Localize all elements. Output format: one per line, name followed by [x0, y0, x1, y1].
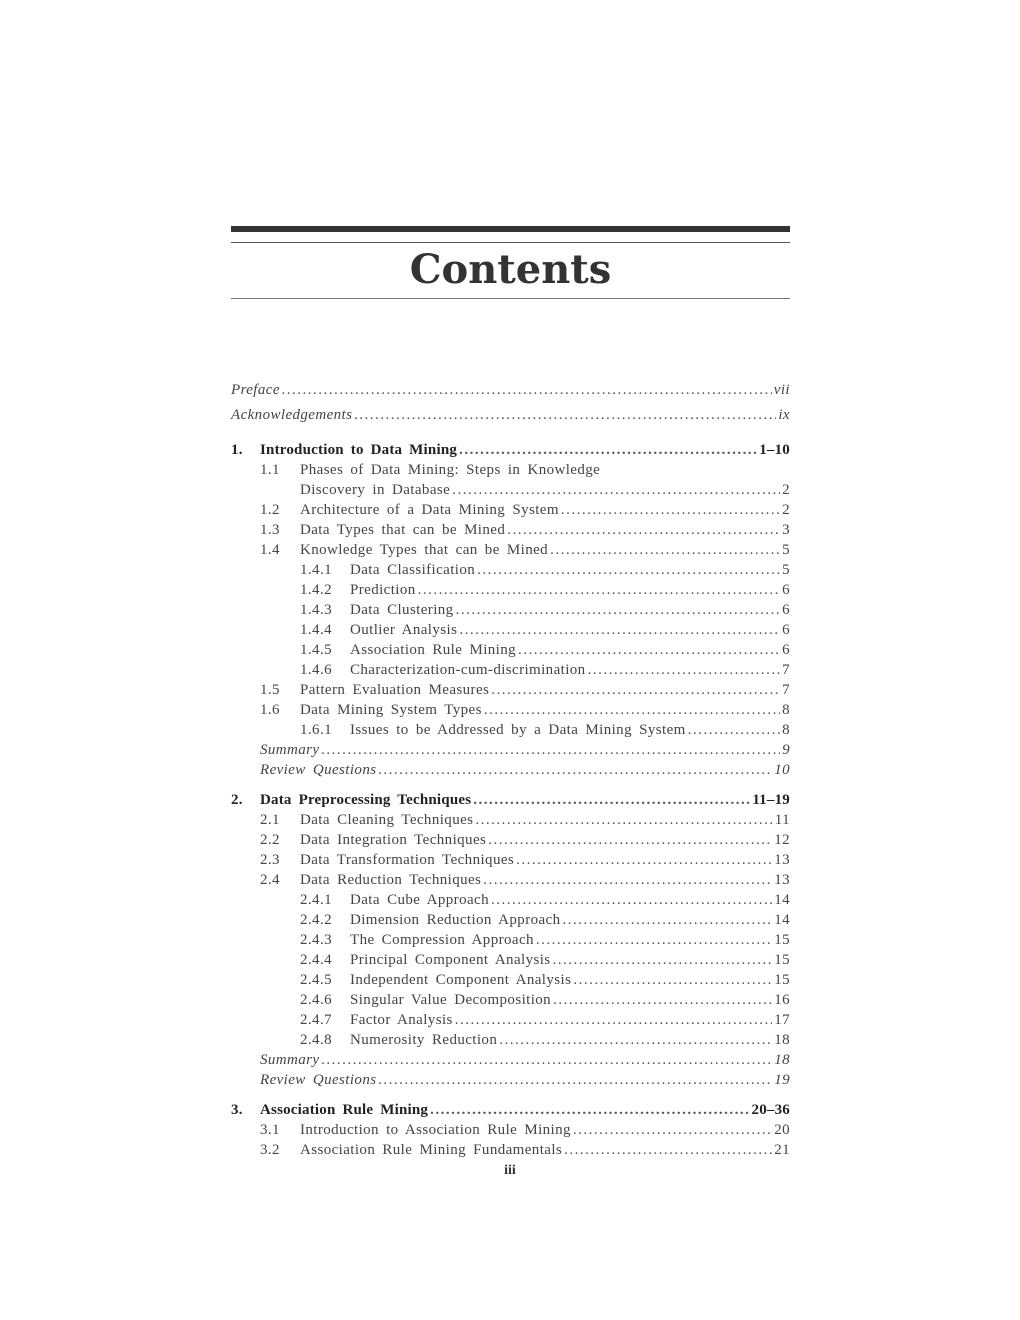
leader-dots [518, 640, 780, 660]
toc-entry[interactable] [231, 460, 790, 480]
toc-entry-page: 11 [774, 812, 790, 828]
toc-entry-title: Data Integration Techniques [300, 832, 487, 848]
toc-entry-title: Association Rule Mining Fundamentals [300, 1142, 563, 1158]
toc-entry[interactable] [231, 1050, 790, 1070]
toc-entry-title: Numerosity Reduction [350, 1032, 498, 1048]
toc-entry-number: 2.4.1 [300, 892, 332, 908]
toc-entry-number: 2.4.5 [300, 972, 332, 988]
top-rule-thick [231, 226, 790, 232]
toc-entry[interactable] [231, 740, 790, 760]
leader-dots [473, 790, 750, 810]
toc-entry[interactable] [231, 990, 790, 1010]
toc-entry-page: 14 [774, 912, 790, 928]
leader-dots [553, 990, 772, 1010]
toc-entry-title: Review Questions [260, 762, 377, 778]
leader-dots [456, 600, 781, 620]
toc-entry[interactable] [231, 1070, 790, 1090]
toc-entry-page: 6 [782, 622, 790, 638]
leader-dots [459, 440, 757, 460]
toc-entry-number: 1.4.5 [300, 642, 332, 658]
toc-entry-page: 20–36 [751, 1102, 790, 1118]
toc-entry-title: Data Reduction Techniques [300, 872, 482, 888]
toc-entry-title: Dimension Reduction Approach [350, 912, 561, 928]
toc-entry[interactable] [231, 930, 790, 950]
leader-dots [564, 1140, 772, 1160]
toc-entry[interactable] [231, 1100, 790, 1120]
toc-entry[interactable] [231, 380, 790, 400]
leader-dots [430, 1100, 749, 1120]
toc-entry[interactable] [231, 1140, 790, 1160]
toc-entry-page: 7 [782, 682, 790, 698]
toc-entry[interactable] [231, 500, 790, 520]
toc-entry-page: 21 [774, 1142, 790, 1158]
toc-entry-number: 1.2 [260, 502, 280, 518]
toc-entry-number: 2.4.6 [300, 992, 332, 1008]
toc-entry-page: 2 [782, 482, 790, 498]
toc-entry-number: 2.1 [260, 812, 280, 828]
toc-entry-number: 1.4.2 [300, 582, 332, 598]
toc-entry-number: 3. [231, 1102, 243, 1118]
leader-dots [688, 720, 780, 740]
toc-entry-number: 2.4.3 [300, 932, 332, 948]
toc-entry[interactable] [231, 540, 790, 560]
toc-entry[interactable] [231, 910, 790, 930]
toc-entry-number: 1.3 [260, 522, 280, 538]
toc-entry[interactable] [231, 1030, 790, 1050]
leader-dots [499, 1030, 772, 1050]
leader-dots [507, 520, 780, 540]
toc-entry[interactable] [231, 760, 790, 780]
toc-entry-page: 14 [774, 892, 790, 908]
leader-dots [561, 500, 780, 520]
toc-entry-title: Introduction to Data Mining [260, 442, 458, 458]
toc-entry-number: 2.4.7 [300, 1012, 332, 1028]
toc-entry-title: Data Classification [350, 562, 476, 578]
toc-entry-page: 13 [774, 872, 790, 888]
toc-entry-title: Association Rule Mining [260, 1102, 429, 1118]
toc-entry-number: 1.4.3 [300, 602, 332, 618]
toc-entry-number: 3.2 [260, 1142, 280, 1158]
toc-entry-page: 6 [782, 582, 790, 598]
leader-dots [573, 970, 772, 990]
toc-entry-number: 1.4.1 [300, 562, 332, 578]
toc-entry[interactable] [231, 660, 790, 680]
toc-entry-title: Prediction [350, 582, 416, 598]
toc-entry-page: 9 [782, 742, 790, 758]
toc-entry[interactable] [231, 640, 790, 660]
toc-entry-title: Pattern Evaluation Measures [300, 682, 490, 698]
toc-entry-title: Data Mining System Types [300, 702, 482, 718]
toc-entry-number: 1.6.1 [300, 722, 332, 738]
toc-entry[interactable] [231, 870, 790, 890]
page-number: iii [504, 1163, 516, 1178]
toc-entry[interactable] [231, 720, 790, 740]
toc-entry-page: 17 [774, 1012, 790, 1028]
toc-entry[interactable] [231, 580, 790, 600]
toc-entry[interactable] [231, 440, 790, 460]
leader-dots [488, 830, 772, 850]
toc-entry-page: 8 [782, 702, 790, 718]
toc-entry-title: Data Preprocessing Techniques [260, 792, 472, 808]
leader-dots [321, 740, 780, 760]
toc-entry-page: 18 [774, 1032, 790, 1048]
toc-entry[interactable] [231, 620, 790, 640]
toc-entry-page: 13 [774, 852, 790, 868]
toc-entry-number: 1.4 [260, 542, 280, 558]
leader-dots [455, 1010, 772, 1030]
toc-entry-page: 1–10 [759, 442, 790, 458]
toc-entry-number: 1.4.4 [300, 622, 332, 638]
toc-entry-title: Summary [260, 1052, 320, 1068]
toc-entry[interactable] [231, 680, 790, 700]
toc-entry[interactable] [231, 480, 790, 500]
leader-dots [563, 910, 773, 930]
toc-entry-title: Data Cube Approach [350, 892, 489, 908]
toc-entry-page: 18 [774, 1052, 790, 1068]
page-title: Contents [409, 246, 612, 293]
toc-entry-number: 1.5 [260, 682, 280, 698]
leader-dots [573, 1120, 772, 1140]
toc-entry-title: Architecture of a Data Mining System [300, 502, 559, 518]
toc-entry-title: The Compression Approach [350, 932, 534, 948]
toc-entry-page: 5 [782, 542, 790, 558]
toc-entry-page: 20 [774, 1122, 790, 1138]
toc-entry[interactable] [231, 560, 790, 580]
toc-entry-page: 6 [782, 602, 790, 618]
toc-entry-title: Singular Value Decomposition [350, 992, 552, 1008]
toc-entry-title: Independent Component Analysis [350, 972, 572, 988]
toc-entry-number: 3.1 [260, 1122, 280, 1138]
top-rule-thin [231, 242, 790, 243]
toc-entry-title: Introduction to Association Rule Mining [300, 1122, 571, 1138]
toc-entry-page: 10 [774, 762, 790, 778]
toc-entry[interactable] [231, 1010, 790, 1030]
toc-entry-number: 2.3 [260, 852, 280, 868]
toc-entry-title: Association Rule Mining [350, 642, 517, 658]
toc-entry-page: 7 [782, 662, 790, 678]
toc-entry-number: 2.4 [260, 872, 280, 888]
toc-entry[interactable] [231, 520, 790, 540]
toc-entry-page: vii [773, 382, 790, 398]
toc-entry-title: Summary [260, 742, 320, 758]
toc-entry[interactable] [231, 600, 790, 620]
toc-entry-title: Issues to be Addressed by a Data Mining System [350, 722, 686, 738]
toc-entry[interactable] [231, 810, 790, 830]
leader-dots [418, 580, 780, 600]
toc-entry-title: Data Transformation Techniques [300, 852, 515, 868]
leader-dots [491, 890, 772, 910]
toc-entry-number: 2.4.4 [300, 952, 332, 968]
leader-dots [477, 560, 780, 580]
toc-entry-number: 1.1 [260, 462, 280, 478]
toc-entry-number: 2. [231, 792, 243, 808]
toc-entry-page: 2 [782, 502, 790, 518]
toc-entry-page: 11–19 [752, 792, 790, 808]
toc-entry[interactable] [231, 890, 790, 910]
title-rule-bottom [231, 298, 790, 299]
leader-dots [282, 380, 772, 400]
toc-entry[interactable] [231, 970, 790, 990]
leader-dots [484, 700, 780, 720]
leader-dots [536, 930, 772, 950]
toc-entry-number: 1.6 [260, 702, 280, 718]
toc-entry-number: 2.4.8 [300, 1032, 332, 1048]
toc-entry[interactable] [231, 700, 790, 720]
toc-entry-page: 16 [774, 992, 790, 1008]
toc-entry-title: Knowledge Types that can be Mined [300, 542, 549, 558]
toc-entry-title: Data Clustering [350, 602, 454, 618]
toc-entry-number: 1. [231, 442, 243, 458]
leader-dots [588, 660, 781, 680]
toc-entry-page: 8 [782, 722, 790, 738]
toc-entry-title: Data Types that can be Mined [300, 522, 506, 538]
toc-entry-title: Discovery in Database [300, 482, 451, 498]
toc-entry-title: Factor Analysis [350, 1012, 453, 1028]
leader-dots [378, 1070, 772, 1090]
toc-entry-title: Outlier Analysis [350, 622, 458, 638]
toc-entry-page: 3 [782, 522, 790, 538]
leader-dots [550, 540, 780, 560]
toc-entry-page: ix [778, 407, 790, 423]
leader-dots [354, 405, 776, 425]
toc-entry[interactable] [231, 850, 790, 870]
toc-entry[interactable] [231, 830, 790, 850]
leader-dots [321, 1050, 772, 1070]
leader-dots [475, 810, 772, 830]
toc-entry-title: Phases of Data Mining: Steps in Knowledge [300, 462, 601, 478]
toc-entry-number: 2.2 [260, 832, 280, 848]
toc-entry-page: 15 [774, 932, 790, 948]
leader-dots [452, 480, 780, 500]
toc-entry-page: 5 [782, 562, 790, 578]
toc-entry-page: 6 [782, 642, 790, 658]
toc-entry[interactable] [231, 950, 790, 970]
toc-entry-page: 19 [774, 1072, 790, 1088]
toc-entry-title: Review Questions [260, 1072, 377, 1088]
toc-entry-page: 15 [774, 952, 790, 968]
toc-entry-title: Principal Component Analysis [350, 952, 551, 968]
toc-entry-number: 1.4.6 [300, 662, 332, 678]
leader-dots [483, 870, 772, 890]
toc-entry-title: Data Cleaning Techniques [300, 812, 474, 828]
toc-entry-page: 12 [774, 832, 790, 848]
leader-dots [516, 850, 772, 870]
toc-entry-number: 2.4.2 [300, 912, 332, 928]
toc-entry-title: Characterization-cum-discrimination [350, 662, 586, 678]
toc-entry-title: Acknowledgements [231, 407, 353, 423]
toc-entry[interactable] [231, 790, 790, 810]
leader-dots [459, 620, 780, 640]
toc-entry-title: Preface [231, 382, 280, 398]
toc-entry-page: 15 [774, 972, 790, 988]
toc-entry[interactable] [231, 405, 790, 425]
leader-dots [553, 950, 773, 970]
leader-dots [378, 760, 772, 780]
toc-entry[interactable] [231, 1120, 790, 1140]
leader-dots [491, 680, 780, 700]
